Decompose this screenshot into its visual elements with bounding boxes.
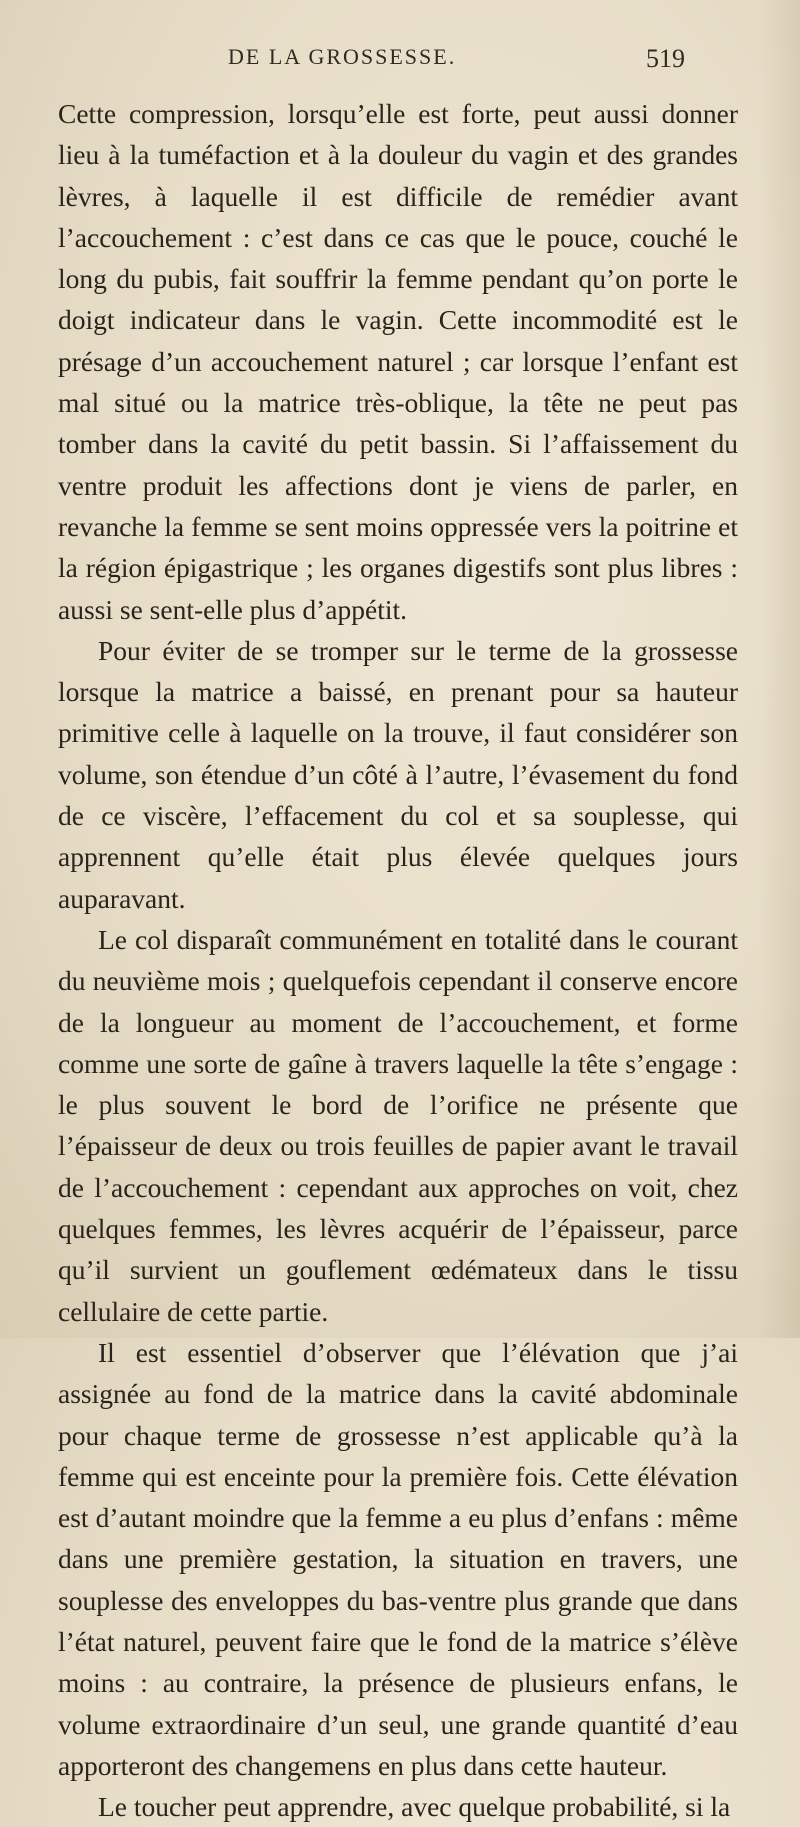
paragraph-1: Cette compression, lorsqu’elle est forte, peut aussi donner lieu à la tuméfaction et à la douleur du vagin et des grandes lèvres, à laquelle il est difficile de remédier avant l’accouchement : c’est dans ce cas que le pouce, couché le long du pubis, fait souffrir la femme pendant qu’on porte le doigt indicateur dans le vagin. Cette incommodité est le présage d’un accouchement naturel ; car lorsque l’enfant est mal situé ou la matrice très-oblique, la tête ne peut pas tomber dans la cavité du petit bassin. Si l’affaissement du ventre produit les affections dont je viens de parler, en revanche la femme se sent moins oppressée vers la poitrine et la région épigastrique ; les organes digestifs sont plus libres : aussi se sent-elle plus d’appétit.: [58, 98, 738, 625]
page-header: [0, 44, 800, 80]
page-edge-shadow: [760, 0, 800, 1338]
paragraph-5: Le toucher peut apprendre, avec quelque probabilité, si la: [98, 1791, 731, 1823]
body-text: [58, 93, 738, 1827]
paragraph-4: Il est essentiel d’observer que l’élévation que j’ai assignée au fond de la matrice dans la cavité abdominale pour chaque terme de grossesse n’est applicable qu’à la femme qui est enceinte pour la première fois. Cette élévation est d’autant moindre que la femme a eu plus d’enfans : même dans une première gestation, la situation en travers, une souplesse des enveloppes du bas-ventre plus grande que dans l’état naturel, peuvent faire que le fond de la matrice s’élève moins : au contraire, la présence de plusieurs enfans, le volume extraordinaire d’un seul, une grande quantité d’eau apporteront des changemens en plus dans cette hauteur.: [58, 1336, 738, 1781]
running-title: DE LA GROSSESSE.: [228, 44, 457, 69]
page-number: 519: [646, 44, 685, 73]
paragraph-3: Le col disparaît communément en totalité dans le courant du neuvième mois ; quelquefois cependant il conserve encore de la longueur au moment de l’accouchement, et forme comme une sorte de gaîne à travers laquelle la tête s’engage : le plus souvent le bord de l’orifice ne présente que l’épaisseur de deux ou trois feuilles de papier avant le travail de l’accouchement : cependant aux approches on voit, chez quelques femmes, les lèvres acquérir de l’épaisseur, parce qu’il survient un gouflement œdémateux dans le tissu cellulaire de cette partie.: [58, 923, 738, 1327]
paragraph-2: Pour éviter de se tromper sur le terme de la grossesse lorsque la matrice a baissé, en prenant pour sa hauteur primitive celle à laquelle on la trouve, il faut considérer son volume, son étendue d’un côté à l’autre, l’évasement du fond de ce viscère, l’effacement du col et sa souplesse, qui apprennent qu’elle était plus élevée quelques jours auparavant.: [58, 634, 738, 914]
